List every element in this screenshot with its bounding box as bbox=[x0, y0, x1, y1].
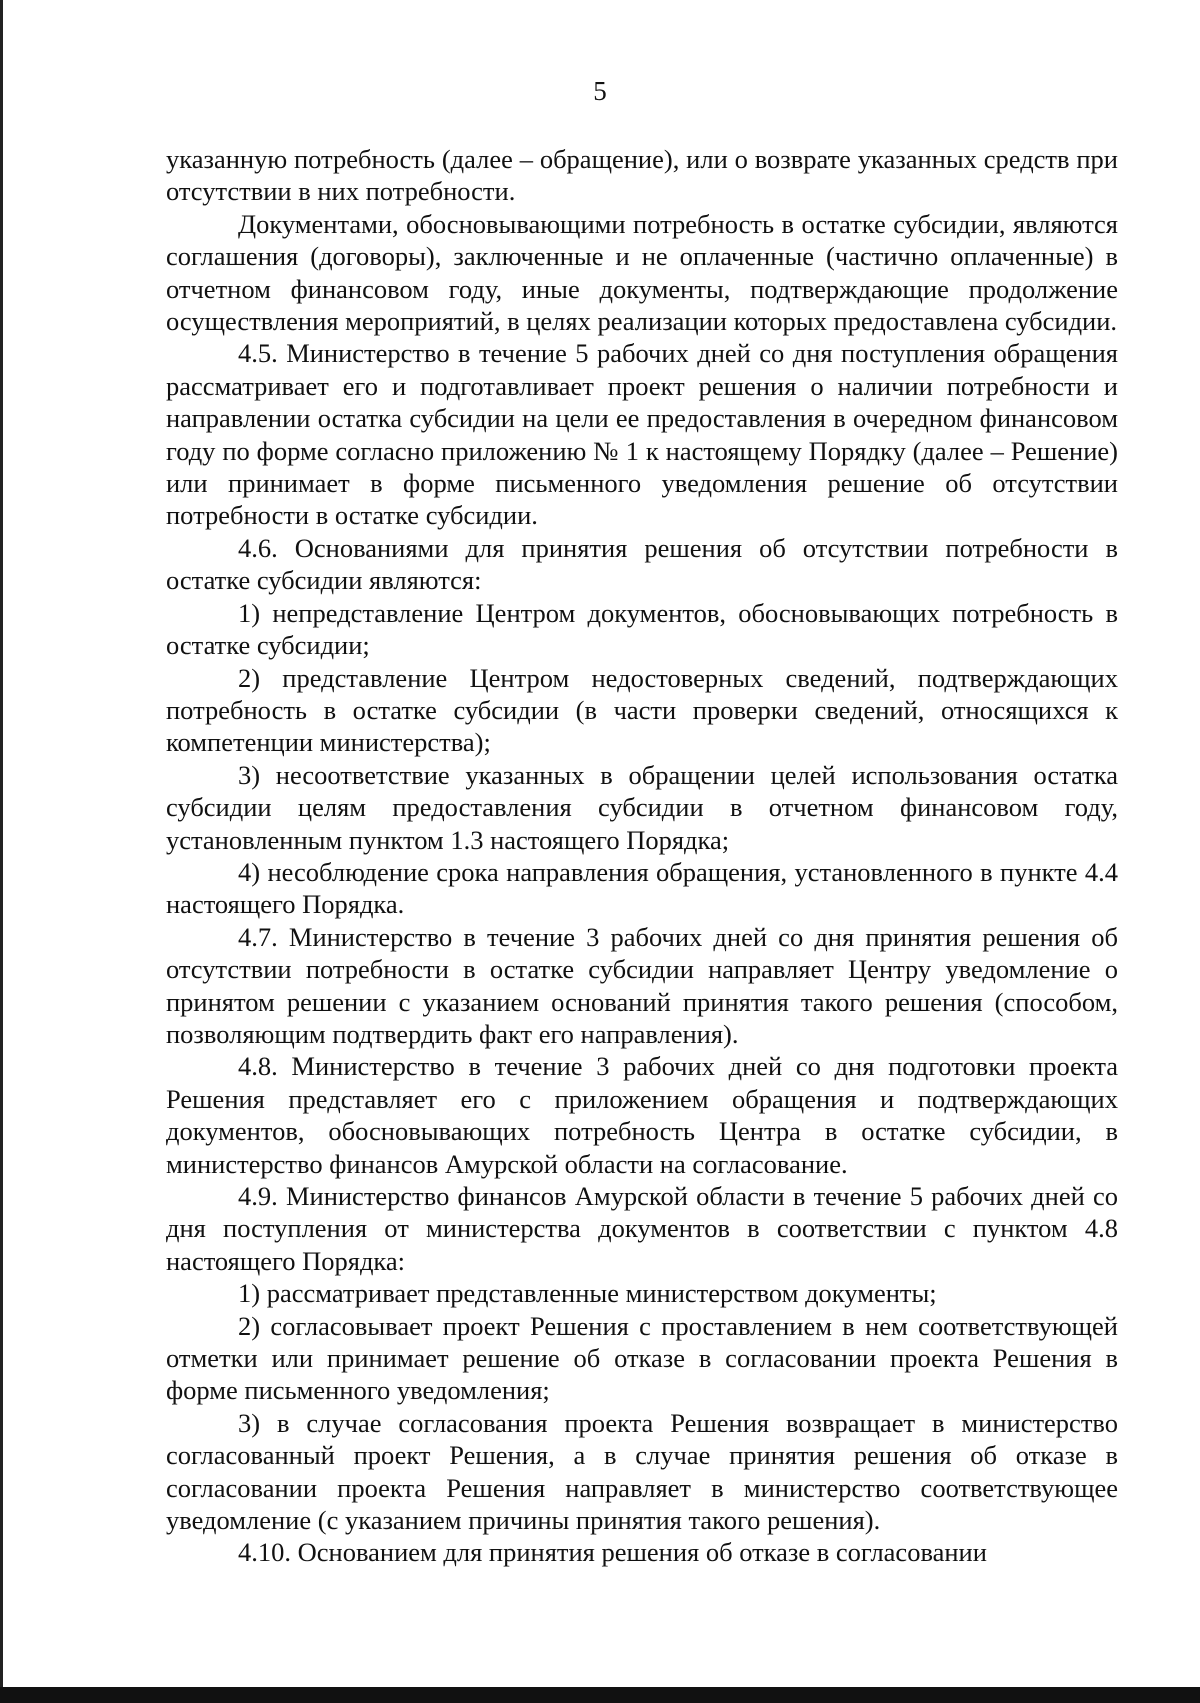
paragraph-4-6-item-4: 4) несоблюдение срока направления обращения, установленного в пункте 4.4 настоящего Порядка. bbox=[166, 856, 1118, 920]
scan-bottom-border bbox=[0, 1687, 1200, 1703]
paragraph-4-6-item-3: 3) несоответствие указанных в обращении целей использования остатка субсидии целям предоставления субсидии в отчетном финансовом году, установленным пунктом 1.3 настоящего Порядка; bbox=[166, 759, 1118, 855]
paragraph-4-9: 4.9. Министерство финансов Амурской области в течение 5 рабочих дней со дня поступления от министерства документов в соответствии с пунктом 4.8 настоящего Порядка: bbox=[166, 1181, 1118, 1276]
paragraph-4-6: 4.6. Основаниями для принятия решения об отсутствии потребности в остатке субсидии являются: bbox=[166, 532, 1118, 596]
paragraph-4-8: 4.8. Министерство в течение 3 рабочих дней со дня подготовки проекта Решения представляет его с приложением обращения и подтверждающих документов, обосновывающих потребность Центра в остатке субсидии, в министерство финансов Амурской области на согласование. bbox=[166, 1051, 1118, 1179]
paragraph-4-10: 4.10. Основанием для принятия решения об отказе в согласовании bbox=[238, 1537, 987, 1568]
page-number: 5 bbox=[593, 76, 607, 106]
paragraph-4-5: 4.5. Министерство в течение 5 рабочих дней со дня поступления обращения рассматривает его и подготавливает проект решения о наличии потребности и направлении остатка субсидии на цели ее предоставления в очередном финансовом году по форме согласно приложению № 1 к настоящему Порядку (далее – Решение) или принимает в форме письменного уведомления решение об отсутствии потребности в остатке субсидии. bbox=[166, 338, 1118, 531]
scan-left-border bbox=[0, 0, 3, 1703]
paragraph-4-6-item-1: 1) непредставление Центром документов, обосновывающих потребность в остатке субсидии; bbox=[166, 597, 1118, 661]
document-body bbox=[166, 143, 1118, 1569]
paragraph-4-9-item-3: 3) в случае согласования проекта Решения возвращает в министерство согласованный проект Решения, а в случае принятия решения об отказе в согласовании проекта Решения направляет в министерство соответствующее уведомление (с указанием причины принятия такого решения). bbox=[166, 1407, 1118, 1536]
paragraph-4-9-item-2: 2) согласовывает проект Решения с проставлением в нем соответствующей отметки или принимает решение об отказе в согласовании проекта Решения в форме письменного уведомления; bbox=[166, 1310, 1118, 1406]
paragraph-continuation: указанную потребность (далее – обращение), или о возврате указанных средств при отсутствии в них потребности. bbox=[166, 144, 1118, 207]
paragraph-4-9-item-1: 1) рассматривает представленные министерством документы; bbox=[238, 1278, 937, 1309]
paragraph-4-6-item-2: 2) представление Центром недостоверных сведений, подтверждающих потребность в остатке субсидии (в части проверки сведений, относящихся к компетенции министерства); bbox=[166, 662, 1118, 758]
paragraph-supporting-documents: Документами, обосновывающими потребность в остатке субсидии, являются соглашения (договоры), заключенные и не оплаченные (частично оплаченные) в отчетном финансовом году, иные документы, подтверждающие продолжение осуществления мероприятий, в целях реализации которых предоставлена субсидии. bbox=[166, 208, 1118, 337]
paragraph-4-7: 4.7. Министерство в течение 3 рабочих дней со дня принятия решения об отсутствии потребности в остатке субсидии направляет Центру уведомление о принятом решении с указанием оснований принятия такого решения (способом, позволяющим подтвердить факт его направления). bbox=[166, 921, 1118, 1049]
